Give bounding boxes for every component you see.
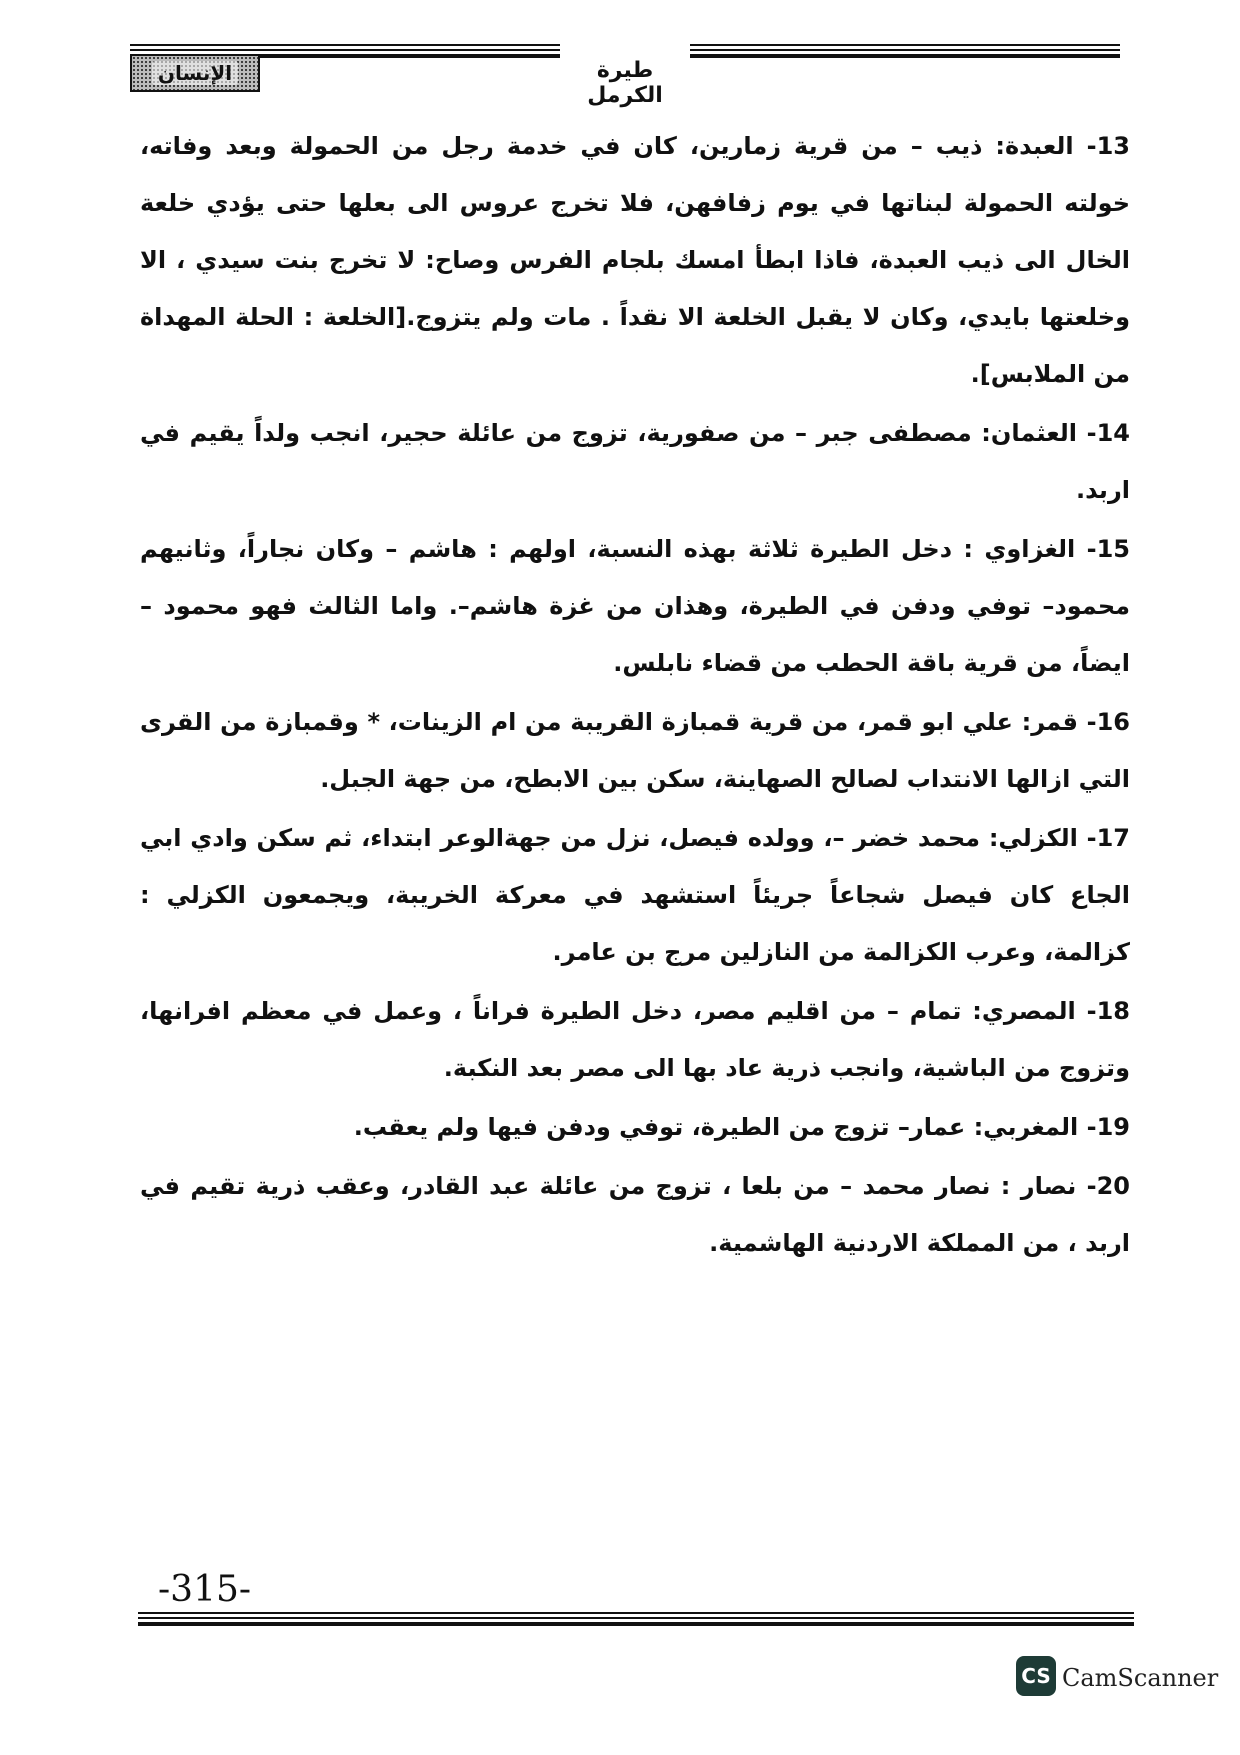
item-number: 15- (1086, 535, 1130, 563)
item-number: 20- (1086, 1172, 1130, 1200)
list-item (140, 694, 1130, 808)
item-text: العبدة: ذيب – من قرية زمارين، كان في خدمة رجل من الحمولة وبعد وفاته، خولته الحمولة لبناتها في يوم زفافهن، فلا تخرج عروس الى بعلها حتى يؤدي خلعة الخال الى ذيب العبدة، فاذا ابطأ امسك بلجام الفرس وصاح: لا تخرج بنت سيدي ، الا وخلعتها بايدي، وكان لا يقبل الخلعة الا نقداً . مات ولم يتزوج.[الخلعة : الحلة المهداة من الملابس]. (140, 132, 1130, 388)
item-text: العثمان: مصطفى جبر – من صفورية، تزوج من عائلة حجير، انجب ولداً يقيم في اربد. (140, 419, 1130, 504)
logo-text: الإنسان (152, 61, 238, 85)
item-number: 13- (1086, 132, 1131, 160)
item-number: 19- (1086, 1113, 1130, 1141)
item-number: 17- (1086, 824, 1130, 852)
item-text: الغزاوي : دخل الطيرة ثلاثة بهذه النسبة، اولهم : هاشم – وكان نجاراً، وثانيهم محمود– توفي ودفن في الطيرة، وهذان من غزة هاشم–. واما الثالث فهو محمود – ايضاً، من قرية باقة الحطب من قضاء نابلس. (140, 535, 1130, 677)
list-item (140, 810, 1130, 981)
camscanner-logo-text: CS (1021, 1664, 1051, 1688)
item-text: الكزلي: محمد خضر –، وولده فيصل، نزل من جهةالوعر ابتداء، ثم سكن وادي ابي الجاع كان فيصل شجاعاً جريئاً استشهد في معركة الخريبة، ويجمعون الكزلي : كزالمة، وعرب الكزالمة من النازلين مرج بن عامر. (140, 824, 1130, 966)
item-number: 18- (1086, 997, 1130, 1025)
camscanner-logo-icon (1016, 1656, 1056, 1696)
list-item (140, 521, 1130, 692)
logo-badge (130, 54, 260, 92)
page-number: -315- (158, 1569, 252, 1610)
list-item (140, 405, 1130, 519)
header-rule-right (690, 44, 1120, 84)
footer-rule (138, 1612, 1134, 1634)
list-item (140, 1099, 1130, 1156)
item-text: نصار : نصار محمد – من بلعا ، تزوج من عائلة عبد القادر، وعقب ذرية تقيم في اربد ، من المملكة الاردنية الهاشمية. (140, 1172, 1130, 1257)
item-number: 14- (1086, 419, 1131, 447)
page-body (140, 118, 1130, 1272)
item-text: المصري: تمام – من اقليم مصر، دخل الطيرة فراناً ، وعمل في معظم افرانها، وتزوج من الباشية، وانجب ذرية عاد بها الى مصر بعد النكبة. (140, 997, 1130, 1082)
list-item (140, 1158, 1130, 1272)
list-item (140, 118, 1130, 403)
item-number: 16- (1086, 708, 1130, 736)
item-text: قمر: علي ابو قمر، من قرية قمبازة القريبة من ام الزينات، * وقمبازة من القرى التي ازالها الانتداب لصالح الصهاينة، سكن بين الابطح، من جهة الجبل. (140, 708, 1130, 793)
running-header-title: طيرة الكرمل (587, 58, 663, 108)
list-item (140, 983, 1130, 1097)
item-text: المغربي: عمار– تزوج من الطيرة، توفي ودفن فيها ولم يعقب. (353, 1113, 1079, 1141)
camscanner-name: CamScanner (1062, 1664, 1219, 1692)
